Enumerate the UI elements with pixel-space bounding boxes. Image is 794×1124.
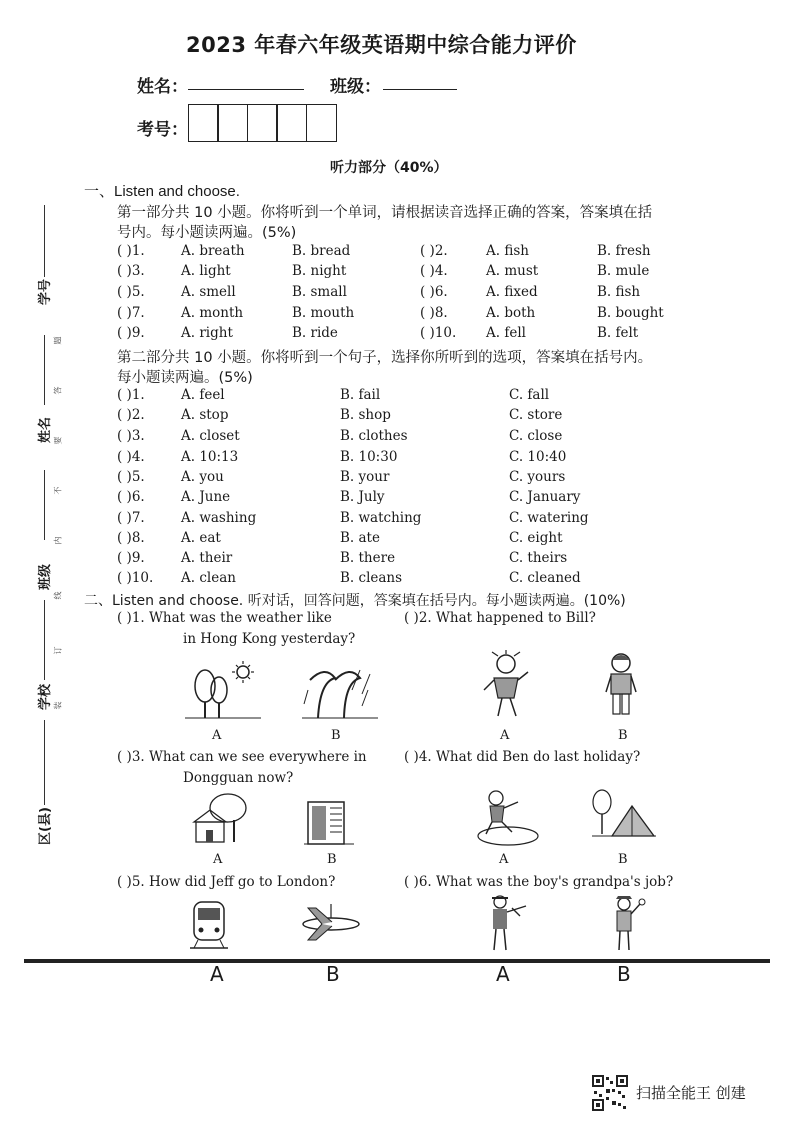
option-a: A. fell (486, 325, 526, 341)
police-officer-icon (604, 892, 650, 954)
side-small-text: 不 (53, 486, 63, 495)
side-label-district: 区(县) (38, 807, 53, 845)
exam-no-label: 考号： (137, 120, 188, 140)
option-a: A. fixed (486, 284, 538, 300)
question-4: ( )4. What did Ben do last holiday? (404, 749, 641, 765)
option-b: B. July (340, 489, 385, 505)
question-1: ( )1. What was the weather like (117, 610, 332, 626)
side-rule (44, 205, 45, 277)
question-6: ( )6. What was the boy's grandpa's job? (404, 874, 674, 890)
option-a-caption: A (213, 852, 223, 867)
option-a: A. month (181, 305, 244, 321)
tall-building-icon (302, 796, 356, 848)
answer-blank[interactable]: ( )5. (117, 284, 145, 300)
option-b: B. fail (340, 387, 381, 403)
handwritten-letter: B (617, 962, 631, 986)
side-label-student-no: 学号 (38, 278, 53, 305)
exam-no-box[interactable] (276, 104, 307, 142)
side-label-name: 姓名 (38, 416, 53, 443)
answer-blank[interactable]: ( )2. (117, 407, 145, 423)
handwritten-letter: B (326, 962, 340, 986)
side-small-text: 题 (53, 336, 63, 345)
exam-no-box[interactable] (247, 104, 278, 142)
option-b: B. ate (340, 530, 380, 546)
class-field[interactable] (383, 89, 457, 90)
answer-blank[interactable]: ( )3. (117, 428, 145, 444)
bottom-border (24, 959, 770, 963)
answer-blank[interactable]: ( )9. (117, 550, 145, 566)
sunny-tree-icon (183, 660, 263, 722)
option-b-caption: B (618, 852, 628, 867)
side-small-text: 线 (53, 591, 63, 600)
option-a: A. their (181, 550, 233, 566)
side-label-class: 班级 (38, 563, 53, 590)
side-rule (44, 720, 45, 805)
option-c: C. watering (509, 510, 589, 526)
section1-heading: 一、Listen and choose. (84, 183, 240, 200)
option-a-caption: A (499, 852, 509, 867)
pilot-icon (482, 892, 528, 954)
option-b: B. ride (292, 325, 338, 341)
option-c: C. eight (509, 530, 563, 546)
side-small-text: 内 (53, 536, 63, 545)
option-c: C. yours (509, 469, 566, 485)
option-b: B. small (292, 284, 347, 300)
option-b: B. cleans (340, 570, 403, 586)
option-c: C. store (509, 407, 563, 423)
question-3-cont: Dongguan now? (183, 770, 294, 786)
option-b: B. clothes (340, 428, 408, 444)
option-b-caption: B (618, 728, 628, 743)
answer-blank[interactable]: ( )7. (117, 305, 145, 321)
question-3: ( )3. What can we see everywhere in (117, 749, 367, 765)
option-a: A. stop (181, 407, 229, 423)
option-b: B. there (340, 550, 396, 566)
answer-blank[interactable]: ( )8. (420, 305, 448, 321)
question-2: ( )2. What happened to Bill? (404, 610, 596, 626)
option-a: A. fish (486, 243, 529, 259)
standing-boy-icon (596, 650, 646, 720)
house-tree-icon (190, 792, 250, 848)
option-c: C. theirs (509, 550, 568, 566)
option-b: B. 10:30 (340, 449, 398, 465)
section2-heading: 二、Listen and choose. 听对话，回答问题，答案填在括号内。每小题读两遍。(10%) (84, 593, 626, 609)
option-a: A. right (181, 325, 233, 341)
exam-no-box[interactable] (217, 104, 248, 142)
option-c: C. January (509, 489, 581, 505)
answer-blank[interactable]: ( )7. (117, 510, 145, 526)
question-1-cont: in Hong Kong yesterday? (183, 631, 356, 647)
answer-blank[interactable]: ( )10. (117, 570, 154, 586)
part1-instructions: 第一部分共 10 小题。你将听到一个单词，请根据读音选择正确的答案，答案填在括 (117, 205, 653, 221)
name-label: 姓名： (137, 77, 188, 97)
exam-no-box[interactable] (306, 104, 337, 142)
side-label-school: 学校 (38, 683, 53, 710)
option-a: A. feel (181, 387, 225, 403)
answer-blank[interactable]: ( )1. (117, 387, 145, 403)
side-rule (44, 335, 45, 405)
option-b-caption: B (327, 852, 337, 867)
option-a-caption: A (500, 728, 510, 743)
answer-blank[interactable]: ( )2. (420, 243, 448, 259)
part2-instructions: 每小题读两遍。(5%) (117, 370, 253, 386)
option-b: B. night (292, 263, 347, 279)
option-c: C. cleaned (509, 570, 581, 586)
option-b: B. fresh (597, 243, 651, 259)
side-small-text: 订 (53, 646, 63, 655)
side-rule (44, 600, 45, 680)
option-b: B. felt (597, 325, 639, 341)
part1-instructions: 号内。每小题读两遍。(5%) (117, 225, 297, 241)
option-a: A. clean (181, 570, 236, 586)
answer-blank[interactable]: ( )5. (117, 469, 145, 485)
answer-blank[interactable]: ( )6. (420, 284, 448, 300)
option-a: A. must (486, 263, 539, 279)
page-title: 2023 年春六年级英语期中综合能力评价 (186, 33, 577, 57)
option-a: A. light (181, 263, 231, 279)
side-small-text: 要 (53, 436, 63, 445)
airplane-icon (298, 900, 364, 944)
option-b-caption: B (331, 728, 341, 743)
answer-blank[interactable]: ( )3. (117, 263, 145, 279)
option-b: B. mule (597, 263, 650, 279)
option-b: B. mouth (292, 305, 355, 321)
option-c: C. close (509, 428, 563, 444)
side-rule (44, 470, 45, 540)
qr-code-icon (592, 1075, 628, 1111)
scanner-watermark: 扫描全能王 创建 (636, 1084, 746, 1102)
exam-no-box[interactable] (188, 104, 219, 142)
side-small-text: 装 (53, 701, 63, 710)
option-b: B. watching (340, 510, 422, 526)
answer-blank[interactable]: ( )10. (420, 325, 457, 341)
option-a: A. you (181, 469, 224, 485)
option-b: B. bread (292, 243, 351, 259)
option-b: B. your (340, 469, 390, 485)
name-field[interactable] (188, 89, 304, 90)
answer-blank[interactable]: ( )4. (420, 263, 448, 279)
answer-blank[interactable]: ( )4. (117, 449, 145, 465)
option-b: B. bought (597, 305, 664, 321)
option-a: A. June (181, 489, 231, 505)
listening-heading: 听力部分（40%） (330, 160, 448, 176)
binding-margin (14, 195, 74, 955)
option-a: A. 10:13 (181, 449, 239, 465)
option-a: A. smell (181, 284, 236, 300)
answer-blank[interactable]: ( )8. (117, 530, 145, 546)
boy-jumping-icon (472, 788, 542, 848)
handwritten-letter: A (496, 962, 510, 986)
option-a: A. closet (181, 428, 240, 444)
option-a-caption: A (212, 728, 222, 743)
class-label: 班级： (330, 77, 381, 97)
option-a: A. both (486, 305, 536, 321)
windy-rain-icon (300, 660, 380, 722)
option-c: C. 10:40 (509, 449, 567, 465)
exam-no-boxes[interactable] (189, 104, 337, 142)
question-5: ( )5. How did Jeff go to London? (117, 874, 336, 890)
answer-blank[interactable]: ( )1. (117, 243, 145, 259)
answer-blank[interactable]: ( )9. (117, 325, 145, 341)
hurt-boy-icon (478, 650, 534, 720)
side-small-text: 答 (53, 386, 63, 395)
option-a: A. washing (181, 510, 257, 526)
option-c: C. fall (509, 387, 550, 403)
handwritten-letter: A (210, 962, 224, 986)
option-b: B. fish (597, 284, 641, 300)
option-a: A. eat (181, 530, 221, 546)
tent-camping-icon (588, 788, 658, 848)
part2-instructions: 第二部分共 10 小题。你将听到一个句子，选择你所听到的选项，答案填在括号内。 (117, 350, 653, 366)
option-b: B. shop (340, 407, 391, 423)
train-icon (184, 896, 234, 954)
answer-blank[interactable]: ( )6. (117, 489, 145, 505)
option-a: A. breath (181, 243, 245, 259)
